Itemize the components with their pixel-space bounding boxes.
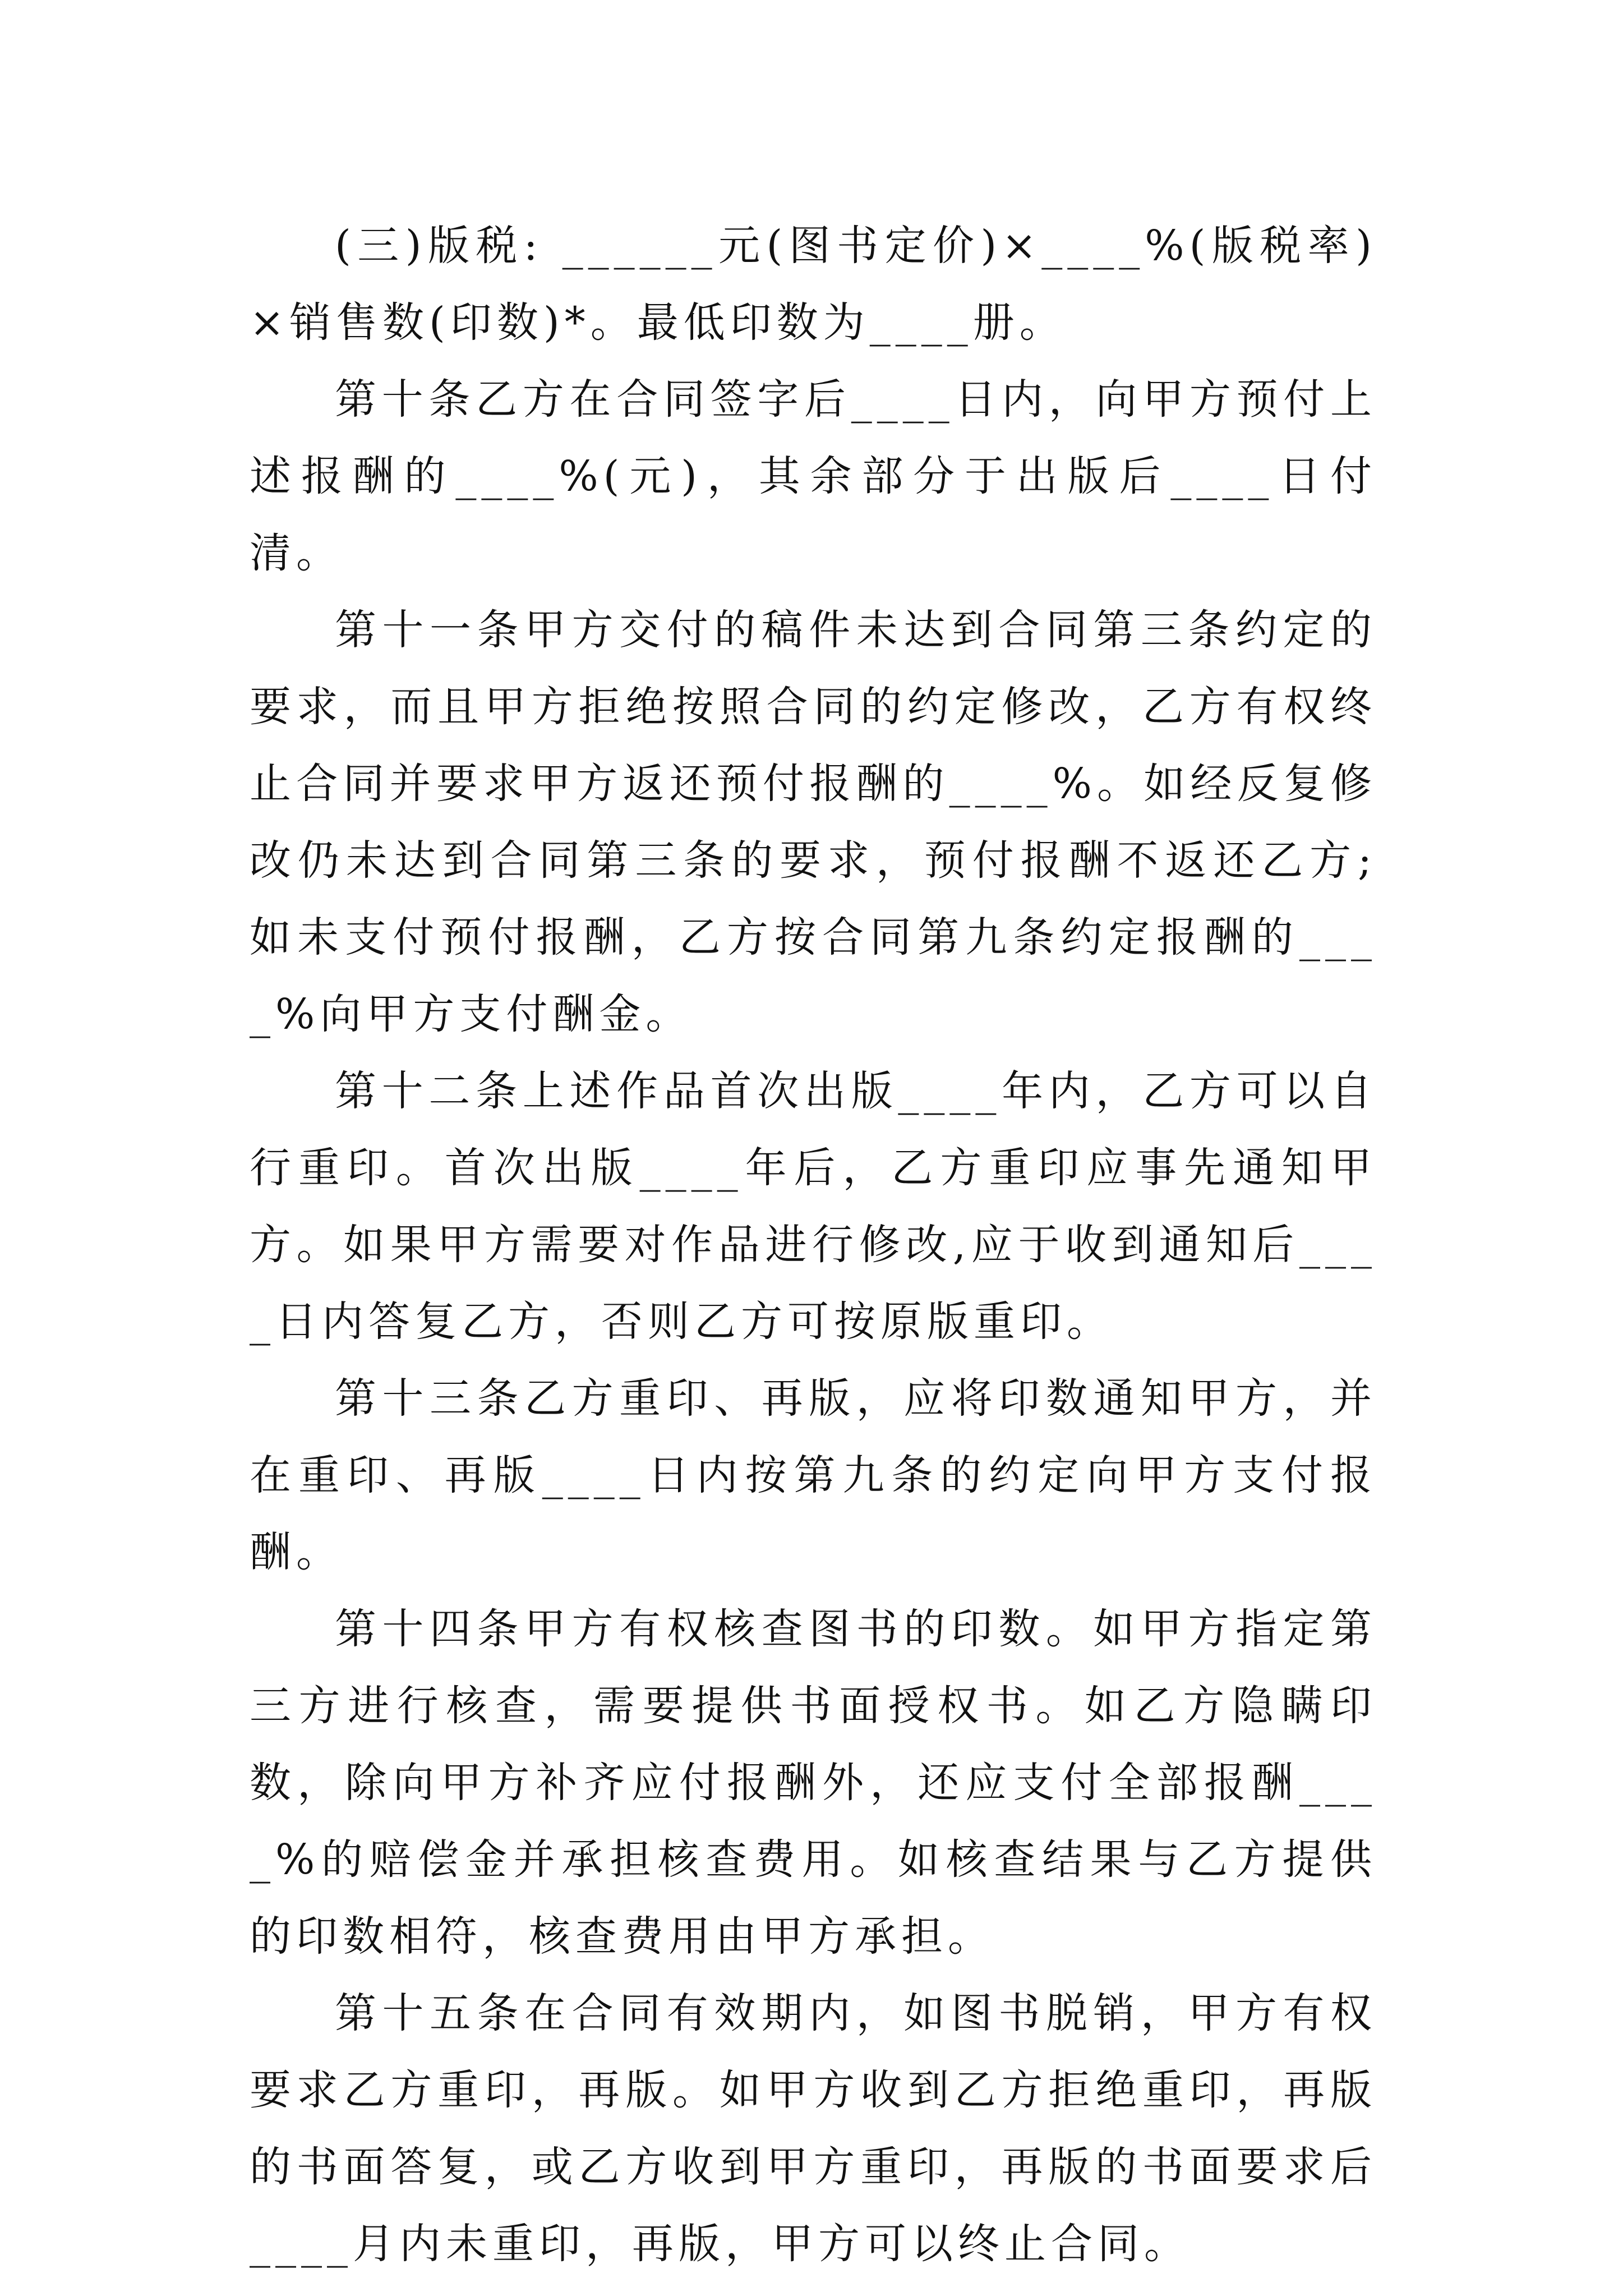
paragraph-article-14: 第十四条甲方有权核查图书的印数。如甲方指定第三方进行核查，需要提供书面授权书。如乙方隐瞒印数，除向甲方补齐应付报酬外，还应支付全部报酬____%的赔偿金并承担核查费用。如核查结果与乙方提供的印数相符，核查费用由甲方承担。	[250, 1605, 1377, 1961]
document-body	[250, 208, 1377, 2283]
paragraph-royalty: (三)版税: ______元(图书定价)×____%(版税率)×销售数(印数)*。最低印数为____册。	[250, 222, 1377, 347]
paragraph-article-15: 第十五条在合同有效期内，如图书脱销，甲方有权要求乙方重印，再版。如甲方收到乙方拒绝重印，再版的书面答复，或乙方收到甲方重印，再版的书面要求后____月内未重印，再版，甲方可以终止合同。	[250, 1989, 1377, 2268]
paragraph-article-13: 第十三条乙方重印、再版，应将印数通知甲方，并在重印、再版____日内按第九条的约定向甲方支付报酬。	[250, 1374, 1377, 1576]
paragraph-article-11: 第十一条甲方交付的稿件未达到合同第三条约定的要求，而且甲方拒绝按照合同的约定修改，乙方有权终止合同并要求甲方返还预付报酬的____%。如经反复修改仍未达到合同第三条的要求，预付报酬不返还乙方;如未支付预付报酬，乙方按合同第九条约定报酬的____%向甲方支付酬金。	[250, 606, 1377, 1038]
paragraph-article-10: 第十条乙方在合同签字后____日内，向甲方预付上述报酬的____%(元)，其余部分于出版后____日付清。	[250, 375, 1377, 577]
paragraph-article-12: 第十二条上述作品首次出版____年内，乙方可以自行重印。首次出版____年后，乙方重印应事先通知甲方。如果甲方需要对作品进行修改,应于收到通知后____日内答复乙方，否则乙方可按原版重印。	[250, 1067, 1377, 1346]
